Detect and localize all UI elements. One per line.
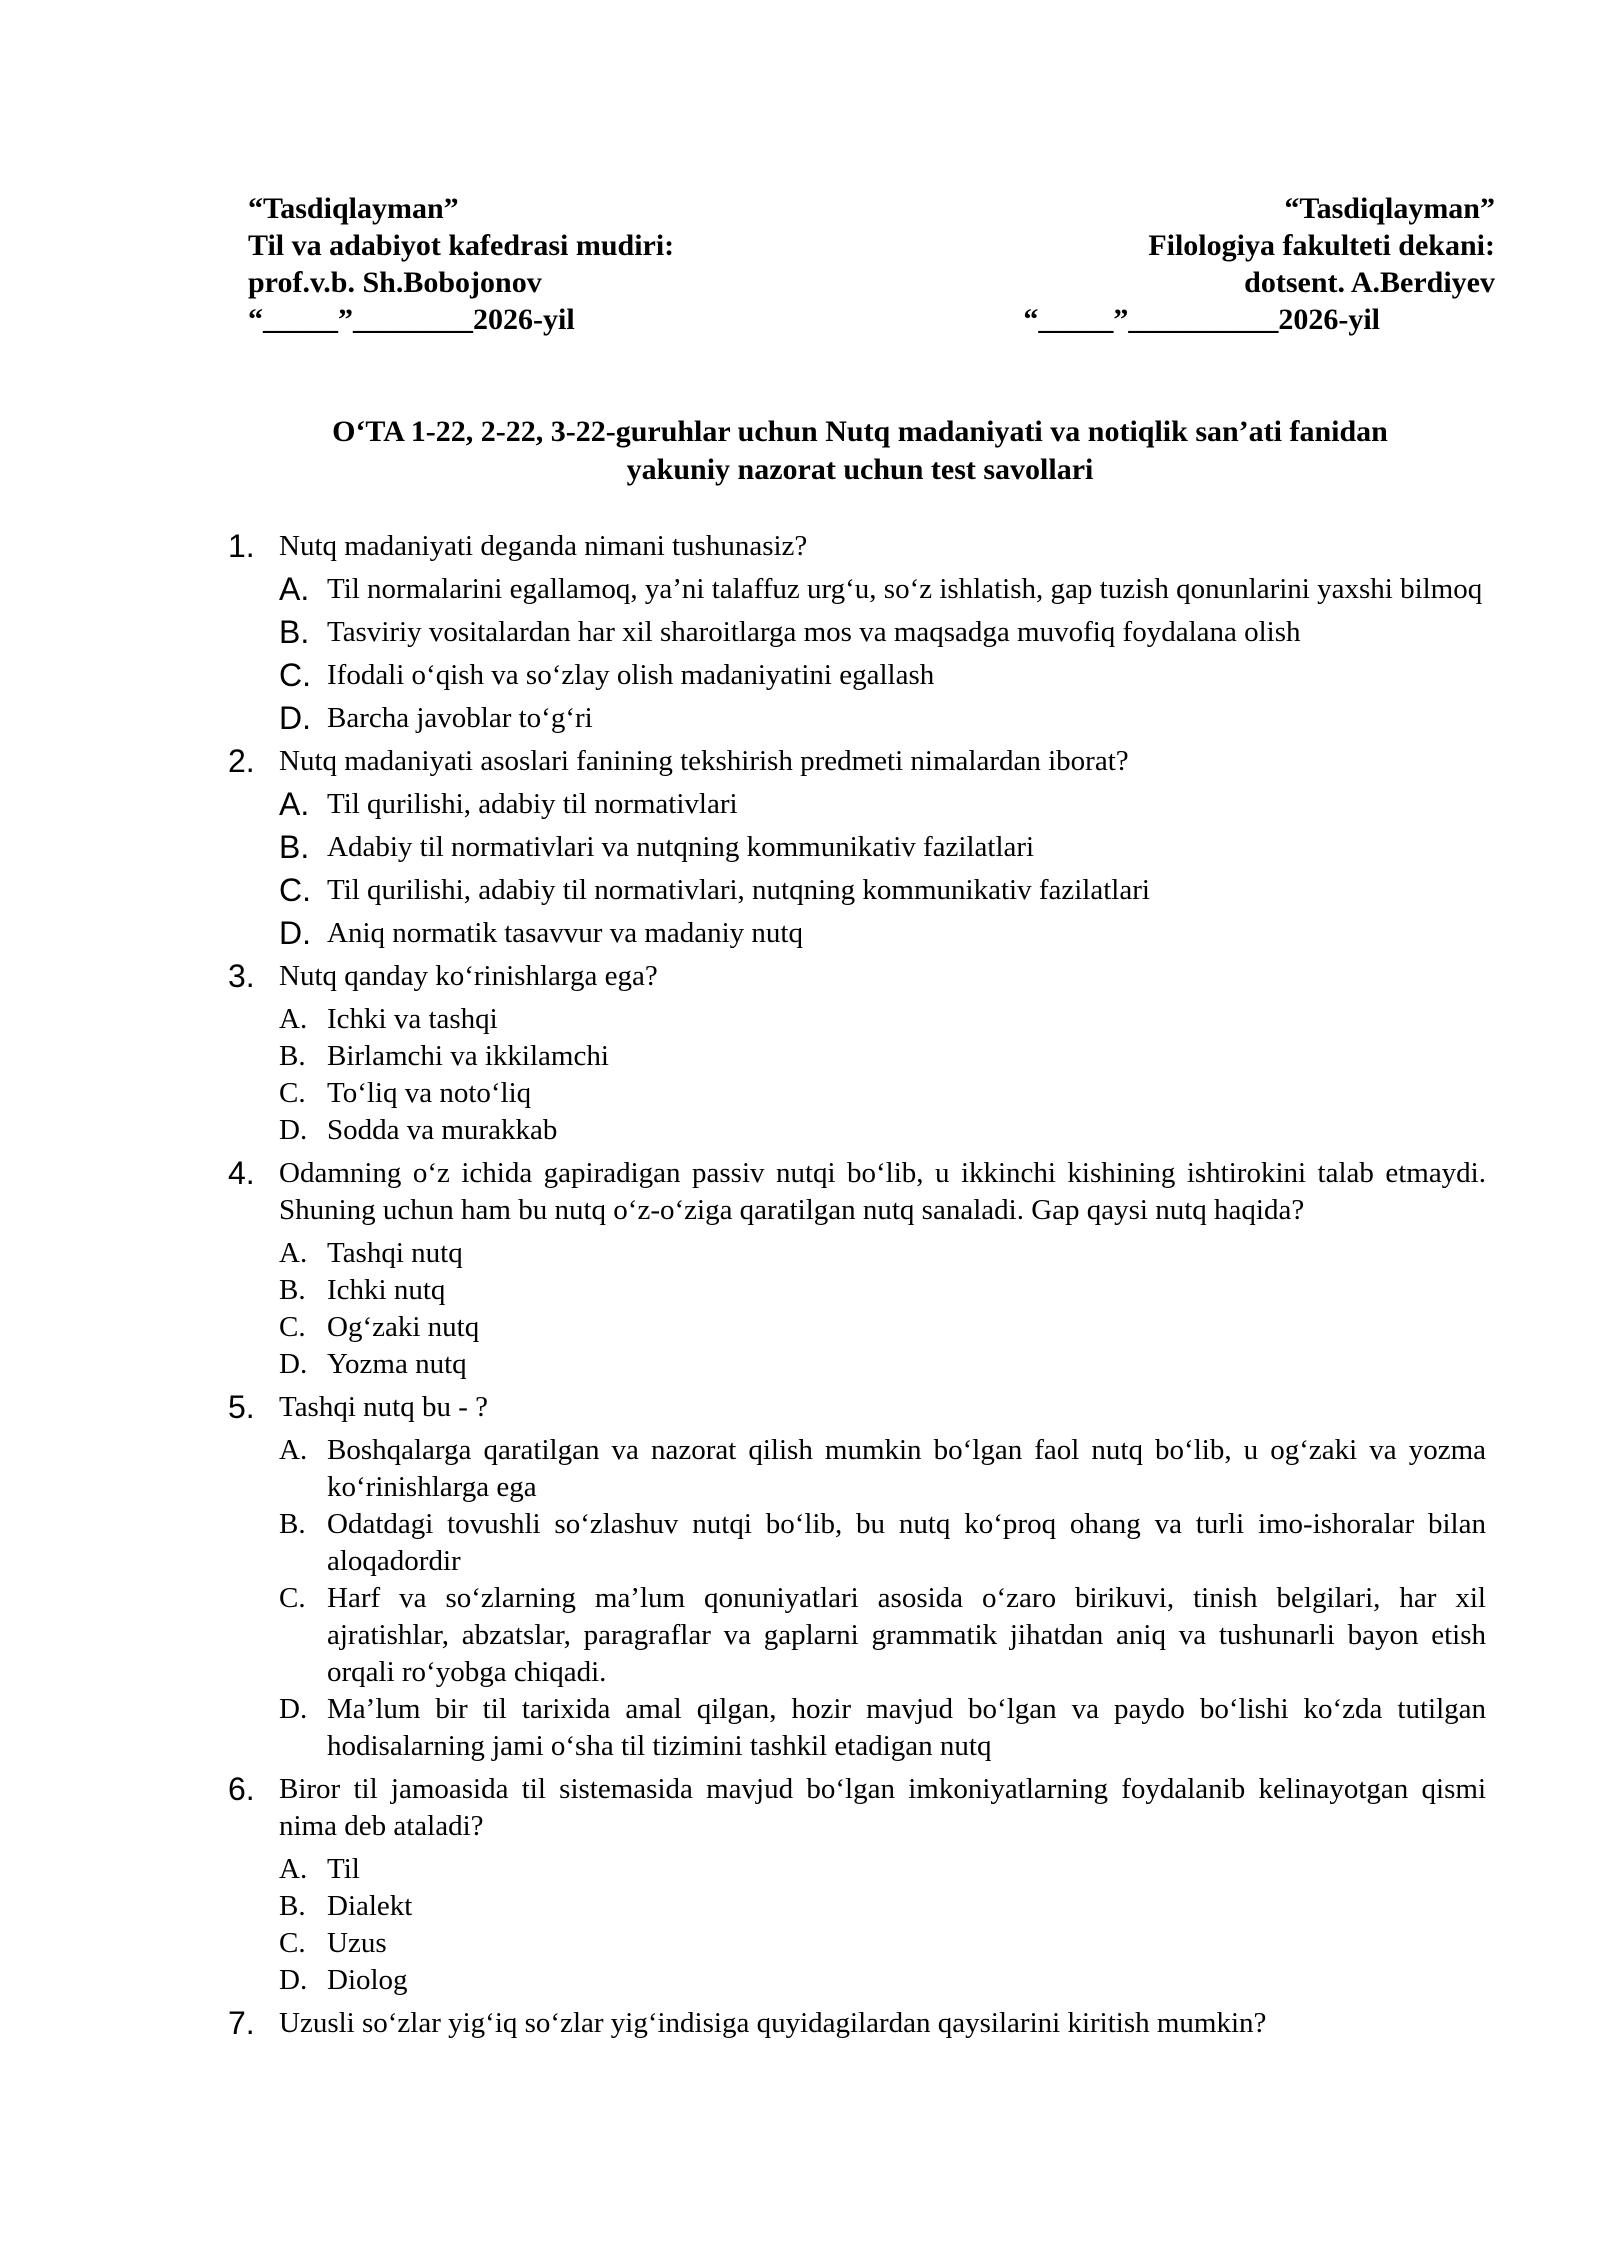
answer-option — [279, 1038, 1486, 1075]
question-item — [0, 743, 1600, 952]
option-text: Til — [327, 1853, 360, 1885]
option-letter: B. — [279, 1274, 306, 1306]
option-letter: C. — [279, 1927, 306, 1959]
question-text: Tashqi nutq bu - ? — [279, 1391, 488, 1423]
answer-option — [279, 700, 1486, 737]
option-letter: A. — [279, 1434, 308, 1466]
answer-option — [279, 1506, 1486, 1580]
option-letter: B. — [279, 829, 310, 865]
answer-option — [279, 829, 1486, 866]
option-text: Harf va so‘zlarning ma’lum qonuniyatlari asosida o‘zaro birikuvi, tinish belgilari, har xil ajratishlar, abzatslar, paragraflar va gaplarni grammatik jihatdan aniq va tushunarli bayon etish orqali ro‘yobga chiqadi. — [327, 1582, 1486, 1688]
approval-date: “_____”________2026-yil — [248, 303, 575, 336]
option-text: Ifodali o‘qish va so‘zlay olish madaniyatini egallash — [327, 659, 935, 691]
approval-name: prof.v.b. Sh.Bobojonov — [248, 266, 542, 299]
answer-options — [279, 786, 1486, 952]
question-number: 6. — [228, 1771, 255, 1807]
approval-block-right — [1023, 190, 1495, 338]
answer-options — [279, 1001, 1486, 1149]
option-letter: A. — [279, 786, 310, 822]
option-text: Tashqi nutq — [327, 1237, 463, 1269]
answer-options — [279, 571, 1486, 737]
option-letter: D. — [279, 1114, 308, 1146]
question-text: Nutq qanday ko‘rinishlarga ega? — [279, 960, 658, 992]
question-item — [0, 1155, 1600, 1383]
answer-option — [279, 786, 1486, 823]
question-item — [0, 2005, 1600, 2042]
option-text: Boshqalarga qaratilgan va nazorat qilish mumkin bo‘lgan faol nutq bo‘lib, u og‘zaki va yozma ko‘rinishlarga ega — [327, 1434, 1486, 1503]
option-letter: C. — [279, 1582, 306, 1614]
question-number: 4. — [228, 1155, 255, 1191]
option-letter: C. — [279, 1311, 306, 1343]
option-letter: B. — [279, 1508, 306, 1540]
option-letter: D. — [279, 915, 311, 951]
option-letter: D. — [279, 1693, 308, 1725]
question-item — [0, 958, 1600, 1149]
option-text: Odatdagi tovushli so‘zlashuv nutqi bo‘lib, bu nutq ko‘proq ohang va turli imo-ishoralar bilan aloqadordir — [327, 1508, 1486, 1577]
option-letter: A. — [279, 1237, 308, 1269]
option-text: Til qurilishi, adabiy til normativlari, nutqning kommunikativ fazilatlari — [327, 874, 1150, 906]
answer-option — [279, 1851, 1486, 1888]
option-letter: D. — [279, 700, 311, 736]
answer-option — [279, 872, 1486, 909]
option-letter: A. — [279, 1003, 308, 1035]
title-line-1: O‘TA 1-22, 2-22, 3-22-guruhlar uchun Nutq madaniyati va notiqlik san’ati fanidan — [332, 415, 1388, 448]
answer-option — [279, 1925, 1486, 1962]
title-line-2: yakuniy nazorat uchun test savollari — [626, 453, 1094, 486]
option-text: Uzus — [327, 1927, 387, 1959]
option-text: Dialekt — [327, 1890, 413, 1922]
answer-option — [279, 1691, 1486, 1765]
question-number: 1. — [228, 528, 255, 564]
option-letter: B. — [279, 1890, 306, 1922]
question-number: 3. — [228, 958, 255, 994]
question-number: 2. — [228, 743, 255, 779]
answer-options — [279, 1235, 1486, 1383]
option-text: Tasviriy vositalardan har xil sharoitlarga mos va maqsadga muvofiq foydalana olish — [327, 616, 1301, 648]
option-letter: C. — [279, 1077, 306, 1109]
option-letter: A. — [279, 571, 310, 607]
approval-title: “Tasdiqlayman” — [1284, 192, 1495, 225]
answer-option — [279, 1235, 1486, 1272]
question-text: Nutq madaniyati asoslari fanining tekshirish predmeti nimalardan iborat? — [279, 745, 1129, 777]
answer-options — [279, 1851, 1486, 1999]
question-text: Odamning o‘z ichida gapiradigan passiv nutqi bo‘lib, u ikkinchi kishining ishtirokini talab etmaydi. Shuning uchun ham bu nutq o‘z-o‘ziga qaratilgan nutq sanaladi. Gap qaysi nutq haqida? — [279, 1157, 1486, 1226]
option-text: Og‘zaki nutq — [327, 1311, 480, 1343]
option-text: Til normalarini egallamoq, ya’ni talaffuz urg‘u, so‘z ishlatish, gap tuzish qonunlarini yaxshi bilmoq — [327, 573, 1483, 605]
approval-name: dotsent. A.Berdiyev — [1244, 266, 1495, 299]
option-text: Adabiy til normativlari va nutqning kommunikativ fazilatlari — [327, 831, 1035, 863]
option-letter: C. — [279, 872, 311, 908]
question-item — [0, 528, 1600, 737]
option-text: Birlamchi va ikkilamchi — [327, 1040, 609, 1072]
question-text: Nutq madaniyati deganda nimani tushunasiz? — [279, 530, 808, 562]
answer-option — [279, 1346, 1486, 1383]
answer-option — [279, 1075, 1486, 1112]
option-letter: A. — [279, 1853, 308, 1885]
answer-option — [279, 1888, 1486, 1925]
question-number: 5. — [228, 1389, 255, 1425]
option-letter: D. — [279, 1348, 308, 1380]
approval-block-left — [248, 190, 674, 338]
option-letter: D. — [279, 1964, 308, 1996]
option-text: Ma’lum bir til tarixida amal qilgan, hozir mavjud bo‘lgan va paydo bo‘lishi ko‘zda tutilgan hodisalarning jami o‘sha til tizimini tashkil etadigan nutq — [327, 1693, 1486, 1762]
option-letter: B. — [279, 614, 310, 650]
answer-option — [279, 1432, 1486, 1506]
approval-title: “Tasdiqlayman” — [248, 192, 459, 225]
answer-option — [279, 657, 1486, 694]
answer-option — [279, 571, 1486, 608]
question-number: 7. — [228, 2005, 255, 2041]
option-text: Barcha javoblar to‘g‘ri — [327, 702, 593, 734]
approval-date: “_____”__________2026-yil — [1023, 303, 1380, 336]
question-text: Uzusli so‘zlar yig‘iq so‘zlar yig‘indisiga quyidagilardan qaysilarini kiritish mumkin? — [279, 2007, 1267, 2039]
answer-option — [279, 1962, 1486, 1999]
option-letter: C. — [279, 657, 311, 693]
answer-option — [279, 1272, 1486, 1309]
option-text: Ichki nutq — [327, 1274, 446, 1306]
question-list — [0, 528, 1600, 2048]
option-letter: B. — [279, 1040, 306, 1072]
answer-option — [279, 915, 1486, 952]
answer-option — [279, 1580, 1486, 1691]
approval-position: Til va adabiyot kafedrasi mudiri: — [248, 229, 675, 262]
option-text: To‘liq va noto‘liq — [327, 1077, 532, 1109]
question-item — [0, 1389, 1600, 1765]
answer-option — [279, 1001, 1486, 1038]
option-text: Sodda va murakkab — [327, 1114, 558, 1146]
option-text: Ichki va tashqi — [327, 1003, 498, 1035]
question-item — [0, 1771, 1600, 1999]
option-text: Aniq normatik tasavvur va madaniy nutq — [327, 917, 803, 949]
answer-option — [279, 1309, 1486, 1346]
option-text: Til qurilishi, adabiy til normativlari — [327, 788, 738, 820]
answer-option — [279, 1112, 1486, 1149]
answer-options — [279, 1432, 1486, 1765]
approval-position: Filologiya fakulteti dekani: — [1148, 229, 1495, 262]
option-text: Yozma nutq — [327, 1348, 467, 1380]
document-title — [160, 413, 1560, 489]
answer-option — [279, 614, 1486, 651]
question-text: Biror til jamoasida til sistemasida mavjud bo‘lgan imkoniyatlarning foydalanib kelinayotgan qismi nima deb ataladi? — [279, 1773, 1486, 1842]
option-text: Diolog — [327, 1964, 408, 1996]
